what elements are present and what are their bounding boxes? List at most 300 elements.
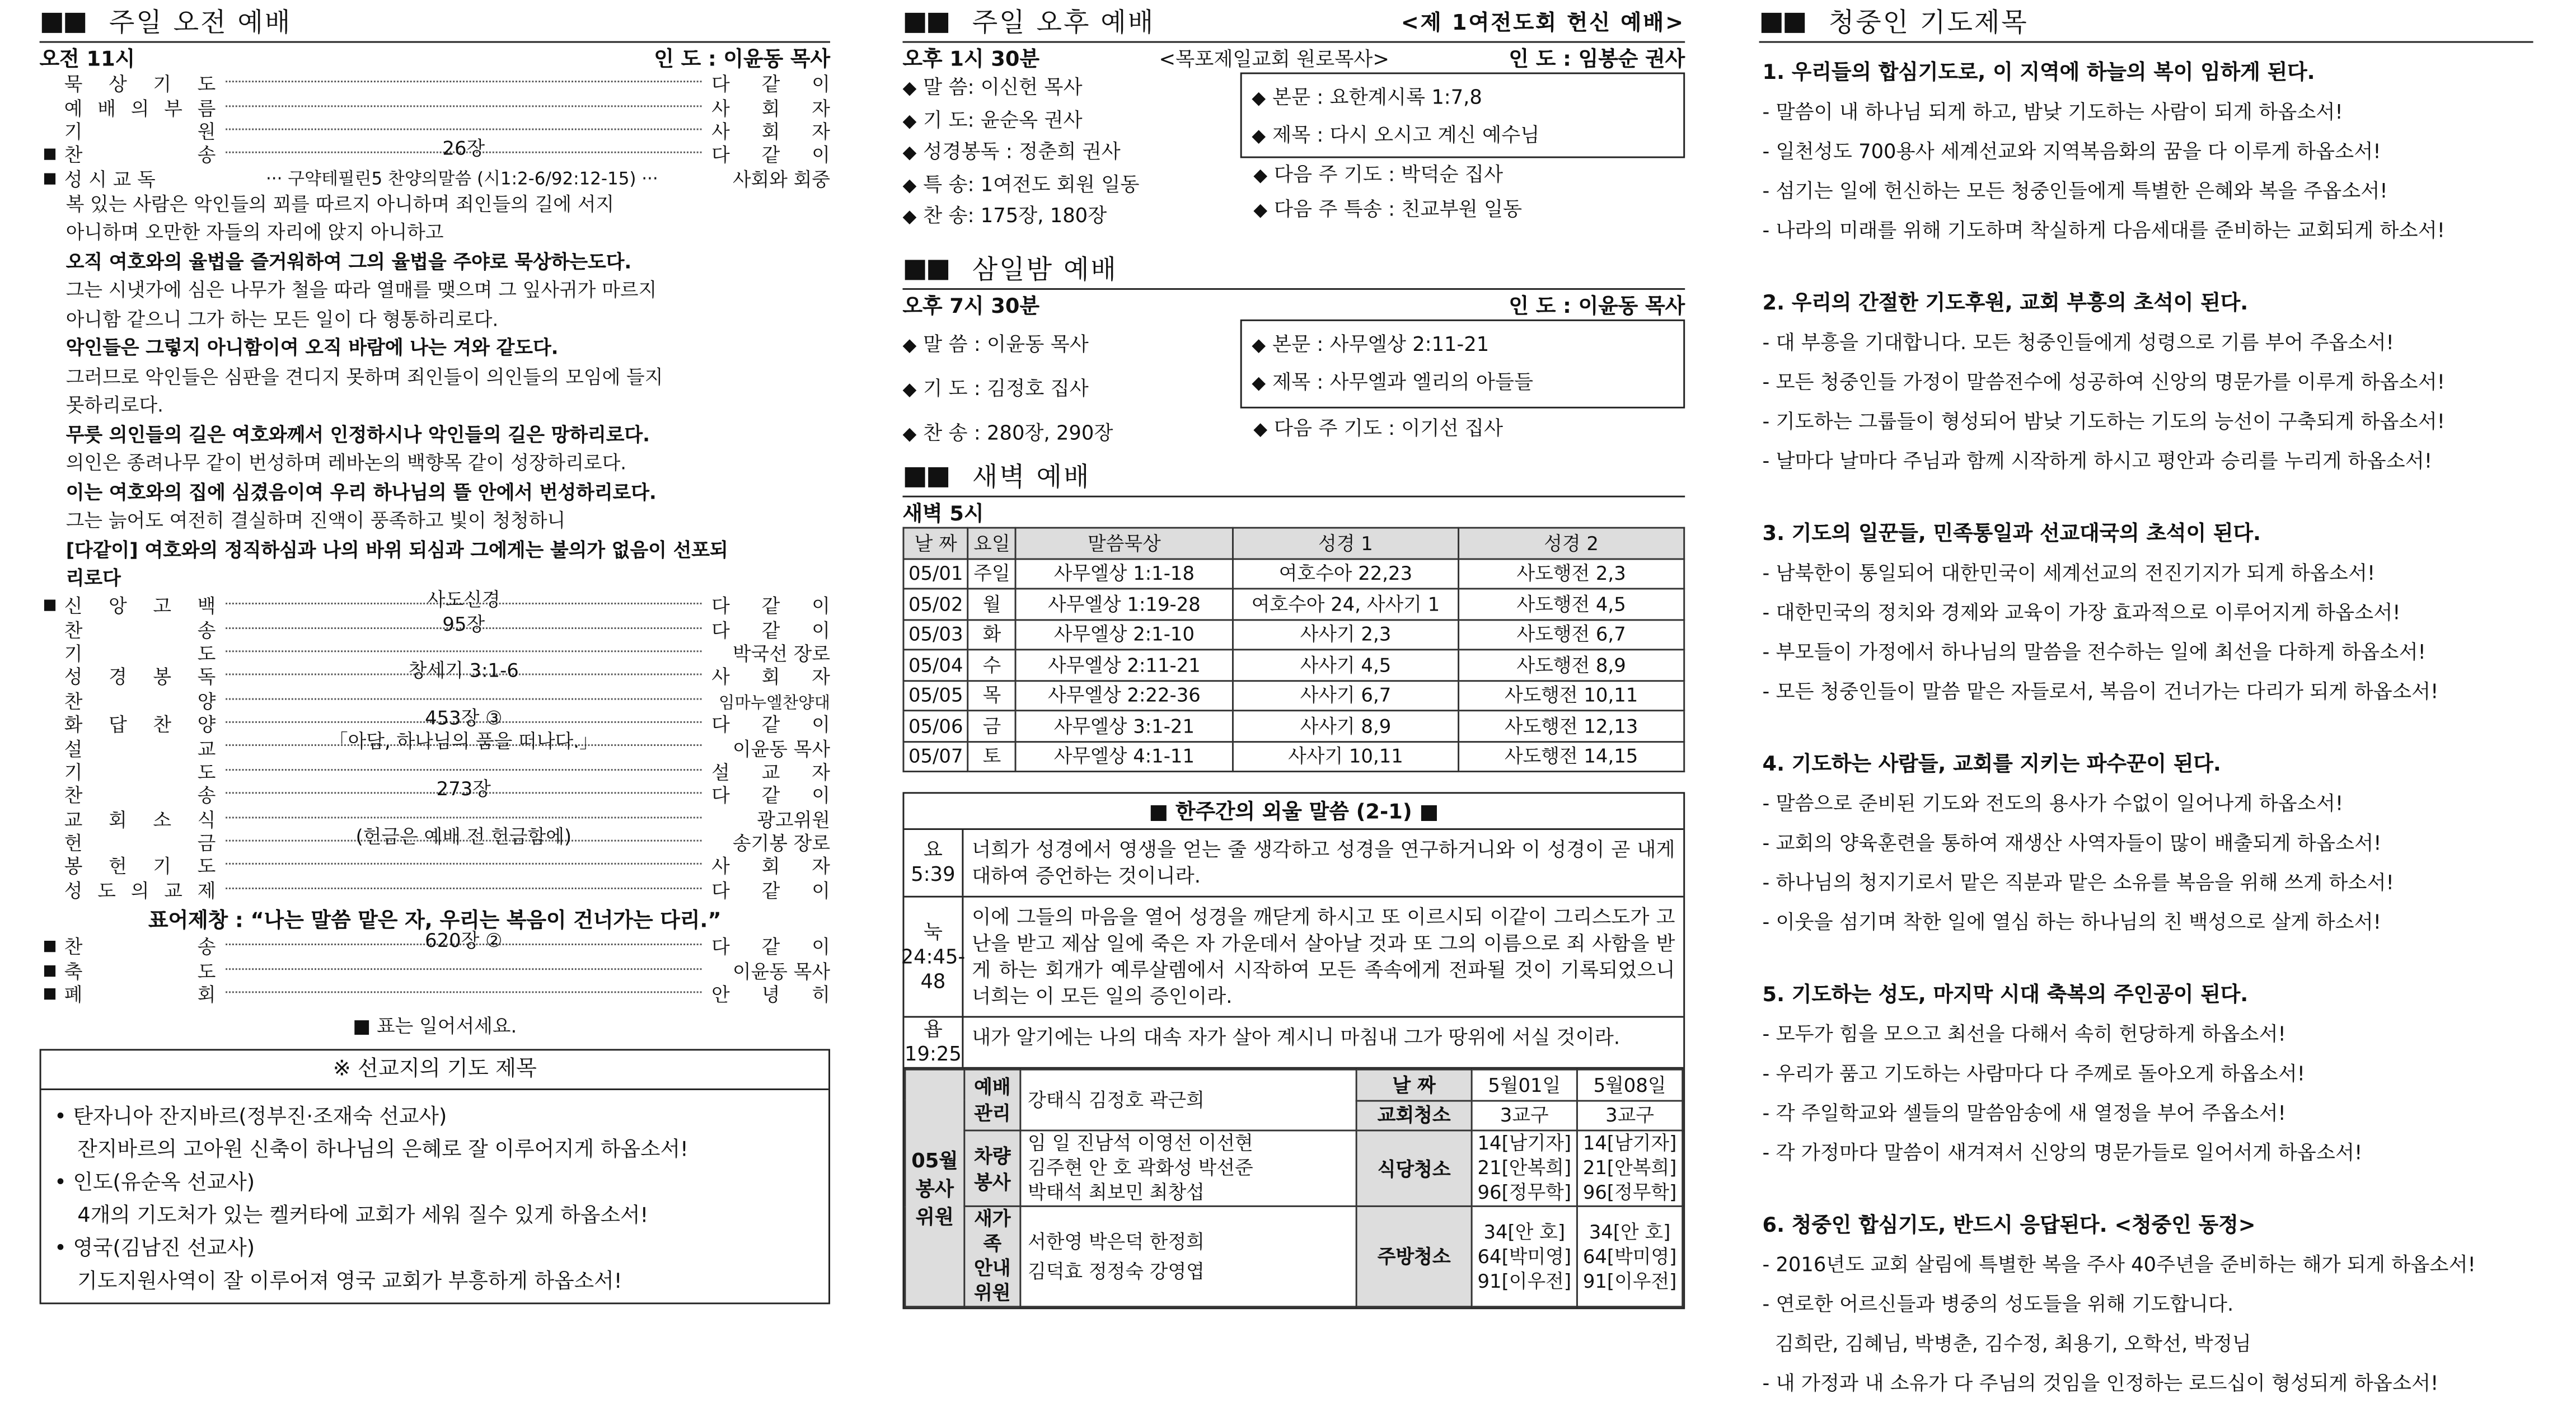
role-value: : 280장, 290장 (973, 421, 1113, 445)
dawn-cell: 사사기 2,3 (1233, 619, 1458, 649)
dawn-row (903, 680, 1684, 710)
psalm-line: 못하리로다. (65, 394, 163, 417)
order-item-content: 26장 (442, 137, 485, 161)
role-key: 다음 주 기도 (1273, 416, 1389, 440)
dawn-col-header: 성경 2 (1458, 528, 1684, 558)
afternoon-roles (902, 72, 1240, 237)
dawn-cell: 사사기 10,11 (1233, 741, 1458, 771)
order-list-3 (40, 929, 831, 1006)
afternoon-next (1240, 158, 1685, 227)
order-item-name: 성 도 의 교 제 (64, 879, 216, 903)
role-key: 기 도 (923, 377, 974, 401)
leader-dots (226, 777, 701, 801)
dawn-cell: 여호수아 22,23 (1233, 559, 1458, 589)
service-car-names: 임 일 진남석 이영선 이선현 김주현 안 호 곽화성 박선준 박태석 최보민 최창섭 (1020, 1130, 1356, 1206)
diamond-icon: ◆ (902, 334, 917, 356)
gyodok-name: 성 시 교 독 (64, 167, 156, 191)
service-worship-names: 강태식 김정호 곽근희 (1020, 1069, 1356, 1130)
youth-prayer-item: - 각 주일학교와 셀들의 말씀암송에 새 열정을 부어 주옵소서! (1762, 1101, 2286, 1125)
dawn-col-header: 날 짜 (903, 528, 968, 558)
order-row (43, 825, 831, 855)
psalm-line: 리로다 (65, 567, 121, 590)
stand-note: ■ 표는 일어서세요. (353, 1015, 517, 1038)
service-church-1: 3교구 (1472, 1100, 1577, 1130)
order-item-by: 이윤동 목사 (732, 959, 831, 983)
order-item-name: 찬 송 (64, 144, 216, 167)
order-item-by: 다 같 이 (711, 144, 830, 167)
morning-leader: 인 도 : 이윤동 목사 (654, 46, 831, 71)
section-marker: ■■ (1759, 4, 1806, 36)
dawn-col-header: 말씀묵상 (1015, 528, 1233, 558)
verse-ref: 눅 24:45- 48 (904, 898, 963, 1016)
dawn-time-label: 새벽 5시 (902, 500, 984, 525)
order-row (43, 659, 831, 689)
role-item (902, 367, 1240, 411)
order-item-name: 기 도 (64, 642, 216, 665)
verse-text: 내가 알기에는 나의 대속 자가 살아 계시니 마침내 그가 땅위에 서실 것이라. (972, 1026, 1620, 1049)
section-marker: ■■ (902, 252, 949, 284)
order-item-by: 송기봉 장로 (732, 832, 831, 855)
youth-section-title: 3. 기도의 일꾼들, 민족통일과 선교대국의 초석이 된다. (1762, 520, 2261, 545)
section-marker: ■■ (902, 459, 949, 491)
order-row (43, 777, 831, 808)
role-key: 찬 (923, 204, 949, 228)
wednesday-roles (902, 320, 1240, 451)
section-marker: ■■ (39, 4, 86, 36)
psalm-line: 그러므로 악인들은 심판을 견디지 못하며 죄인들이 의인들의 모임에 들지 (65, 365, 663, 389)
mission-head: • 영국(김남진 선교사) (54, 1235, 255, 1260)
order-item-by: 다 같 이 (711, 879, 830, 903)
order-item-name: 예 배 의 부 름 (64, 96, 216, 120)
diamond-icon: ◆ (902, 77, 917, 99)
youth-prayer-item: - 2016년도 교회 살림에 특별한 복을 주사 40주년을 준비하는 해가 되게 하옵소서! (1762, 1253, 2476, 1277)
youth-prayer-item: - 연로한 어르신들과 병중의 성도들을 위해 기도합니다. (1762, 1292, 2234, 1316)
dawn-cell: 사도행전 10,11 (1458, 680, 1684, 710)
order-item-name: 신 앙 고 백 (64, 594, 216, 618)
youth-prayer-item: - 날마다 날마다 주님과 함께 시작하게 하시고 평안과 승리를 누리게 하옵소서! (1762, 449, 2433, 473)
order-item-by: 다 같 이 (711, 936, 830, 959)
verse-text: 너희가 성경에서 영생을 얻는 줄 생각하고 성경을 연구하거니와 이 성경이 곧 내게 대하여 증언하는 것이니라. (972, 838, 1675, 888)
service-group-worship: 예배 관리 (964, 1069, 1020, 1130)
order-row (43, 730, 831, 760)
order-item-by: 다 같 이 (711, 784, 830, 808)
mission-head: • 인도(유순옥 선교사) (54, 1169, 255, 1194)
order-item-name: 기 원 (64, 120, 216, 143)
order-list-2 (40, 588, 831, 903)
service-church-2: 3교구 (1577, 1100, 1682, 1130)
dawn-cell: 사무엘상 2:22-36 (1015, 680, 1233, 710)
role-key: 다음 주 특송 (1273, 198, 1389, 221)
dawn-cell: 사사기 8,9 (1233, 711, 1458, 741)
leader-dots (226, 816, 701, 818)
role-key: 다음 주 기도 (1273, 163, 1389, 186)
afternoon-sermon-box (1240, 72, 1685, 158)
service-table (904, 1069, 1683, 1308)
youth-prayer-item: - 모든 청중인들 가정이 말씀전수에 성공하여 신앙의 명문가를 이루게 하옵소서! (1762, 370, 2445, 394)
order-row (43, 855, 831, 879)
psalm-line: 악인들은 그렇지 아니함이여 오직 바람에 나는 겨와 같도다. (65, 336, 559, 360)
order-item-content: 사도신경 (427, 588, 500, 612)
leader-dots (226, 968, 701, 969)
order-item-content: 95장 (442, 612, 485, 635)
service-kitchen-2: 34[안 호] 64[박미영] 91[이우전] (1577, 1206, 1682, 1306)
order-row (43, 929, 831, 959)
order-item-name: 교 회 소 식 (64, 808, 216, 831)
dawn-cell: 사도행전 4,5 (1458, 589, 1684, 619)
role-key: 특 (923, 172, 949, 195)
youth-prayer-item: - 말씀으로 준비된 기도와 전도의 용사가 수없이 일어나게 하옵소서! (1762, 792, 2344, 815)
leader-dots (226, 769, 701, 771)
role-value: 씀: 이신헌 목사 (948, 76, 1083, 99)
psalm-line: 무릇 의인들의 길은 여호와께서 인정하시나 악인들의 길은 망하리로다. (65, 423, 650, 447)
dawn-cell: 사무엘상 1:1-18 (1015, 559, 1233, 589)
dawn-row (903, 650, 1684, 680)
dawn-col-header: 요일 (968, 528, 1016, 558)
missionary-list (41, 1091, 829, 1298)
youth-section-title: 5. 기도하는 성도, 마지막 시대 축복의 주인공이 된다. (1762, 981, 2249, 1006)
dawn-cell: 목 (968, 680, 1016, 710)
dawn-title: 새벽 예배 (972, 461, 1091, 492)
role-item (1253, 193, 1685, 227)
order-item-by: 다 같 이 (711, 713, 830, 736)
dawn-cell: 주일 (968, 559, 1016, 589)
leader-dots (226, 698, 701, 700)
dawn-table (902, 527, 1685, 772)
dawn-cell: 사도행전 12,13 (1458, 711, 1684, 741)
role-value: : 박덕순 집사 (1388, 163, 1504, 186)
order-item-name: 묵 상 기 도 (64, 73, 216, 96)
wednesday-header (902, 247, 1685, 290)
leader-dots (226, 137, 701, 161)
dawn-cell: 사사기 4,5 (1233, 650, 1458, 680)
service-dining-2: 14[남기자] 21[안복희] 96[정무학] (1577, 1130, 1682, 1206)
dawn-cell: 토 (968, 741, 1016, 771)
motto: 표어제창 : “나는 말씀 맡은 자, 우리는 복음이 건너가는 다리.” (148, 907, 722, 932)
leader-dots (226, 81, 701, 83)
service-month: 05월 봉사 위원 (905, 1069, 964, 1307)
order-item-name: 설 교 (64, 736, 216, 760)
dawn-table-header (903, 528, 1684, 558)
role-item (1252, 364, 1673, 402)
youth-section-title: 4. 기도하는 사람들, 교회를 지키는 파수꾼이 된다. (1762, 750, 2221, 776)
psalm-line: 의인은 종려나무 같이 번성하며 레바논의 백향목 같이 성장하리로다. (65, 452, 627, 475)
youth-prayer-item: - 내 가정과 내 소유가 다 주님의 것임을 인정하는 로드십이 형성되게 하옵소서! (1762, 1372, 2439, 1395)
verse-row (904, 1017, 1683, 1068)
memory-title: ■ 한주간의 외울 말씀 (2-1) ■ (904, 794, 1683, 830)
diamond-icon: ◆ (1253, 199, 1268, 221)
order-row (43, 96, 831, 120)
psalm-line: [다같이] 여호와의 정직하심과 나의 바위 되심과 그에게는 불의가 없음이 선포되 (65, 538, 728, 562)
role-key: 본문 (1272, 332, 1317, 356)
order-item-by: 다 같 이 (711, 594, 830, 618)
verse-row (901, 898, 1683, 1018)
leader-dots (226, 588, 701, 612)
order-item-name: 찬 양 (64, 689, 216, 713)
afternoon-time-row (902, 43, 1685, 73)
leader-dots (226, 612, 701, 635)
order-item-by: 사 회 자 (711, 665, 830, 689)
youth-prayer-item: - 이웃을 섬기며 착한 일에 열심 하는 하나님의 친 백성으로 살게 하소서! (1762, 911, 2381, 934)
verse-ref: 요 5:39 (904, 830, 963, 896)
role-key: 찬 송 (923, 421, 974, 445)
order-item-by: 안 녕 히 (711, 983, 830, 1006)
diamond-icon: ◆ (902, 423, 917, 445)
dawn-cell: 수 (968, 650, 1016, 680)
role-value: : 친교부원 일동 (1388, 198, 1523, 221)
wednesday-leader: 인 도 : 이윤동 목사 (1509, 293, 1685, 318)
order-item-content: (헌금은 예배 전 헌금함에) (355, 825, 572, 848)
verse-text: 이에 그들의 마음을 열어 성경을 깨닫게 하시고 또 이르시되 이같이 그리스도가 고난을 받고 제삼 일에 죽은 자 가운데서 살아날 것과 또 그의 이름으로 죄 사함을 받게 하는 회개가 예루살렘에서 시작하여 모든 족속에게 전파될 것이 기록되었으니 너희는 이 모든 일의 증인이라. (972, 905, 1675, 1008)
dawn-header (902, 454, 1685, 498)
order-item-by: 설 교 자 (711, 761, 830, 784)
dawn-row (903, 741, 1684, 771)
psalm-line: 아니하며 오만한 자들의 자리에 앉지 아니하고 (65, 221, 444, 245)
psalm-reading (40, 191, 830, 594)
dawn-cell: 사도행전 6,7 (1458, 619, 1684, 649)
youth-prayer-item: - 우리가 품고 기도하는 사람마다 다 주께로 돌아오게 하옵소서! (1762, 1062, 2305, 1086)
youth-column (1759, 0, 2533, 1395)
mission-body: 잔지바르의 고아원 신축이 하나님의 은혜로 잘 이루어지게 하옵소서! (77, 1136, 689, 1162)
dawn-cell: 화 (968, 619, 1016, 649)
role-value: 송: 1여전도 회원 일동 (948, 172, 1140, 195)
wednesday-time-row (902, 290, 1685, 320)
youth-prayer-item: - 말씀이 내 하나님 되게 하고, 밤낮 기도하는 사람이 되게 하옵소서! (1762, 100, 2343, 124)
order-item-by: 사 회 자 (711, 120, 830, 143)
dawn-row (903, 619, 1684, 649)
order-row (43, 879, 831, 902)
diamond-icon: ◆ (902, 109, 917, 131)
leader-dots (226, 864, 701, 865)
order-item-content: 620장 ② (425, 929, 503, 952)
order-item-name: 성 경 봉 독 (64, 665, 216, 689)
order-row (43, 983, 831, 1006)
service-dining-1: 14[남기자] 21[안복희] 96[정무학] (1472, 1130, 1577, 1206)
verse-ref: 욥 19:25 (904, 1017, 963, 1067)
role-key: 본문 (1272, 86, 1317, 109)
dawn-cell: 사무엘상 3:1-21 (1015, 711, 1233, 741)
role-value: : 정춘희 권사 (1005, 140, 1121, 163)
order-row (43, 612, 831, 642)
order-item-name: 찬 송 (64, 784, 216, 808)
role-value: : 김정호 집사 (973, 377, 1089, 401)
youth-section-title: 6. 청중인 합심기도, 반드시 응답된다. <청중인 동정> (1762, 1212, 2256, 1237)
mission-head: • 탄자니아 잔지바르(정부진·조재숙 선교사) (54, 1104, 447, 1129)
wednesday-time: 오후 7시 30분 (902, 293, 1040, 318)
diamond-icon: ◆ (1253, 165, 1268, 186)
diamond-icon: ◆ (902, 378, 917, 401)
leader-dots (226, 650, 701, 652)
stand-marker: ■ (43, 986, 57, 1003)
role-value: : 사무엘과 엘리의 아들들 (1317, 370, 1534, 394)
youth-prayer-item: - 대한민국의 정치와 경제와 교육이 가장 효과적으로 이루어지게 하옵소서! (1762, 601, 2401, 625)
wednesday-next (1240, 409, 1685, 450)
dawn-cell: 사무엘상 4:1-11 (1015, 741, 1233, 771)
role-item (902, 412, 1240, 456)
role-item (1252, 117, 1673, 155)
dawn-cell: 05/05 (903, 680, 968, 710)
order-item-content: 273장 (436, 777, 491, 801)
youth-section-title: 1. 우리들의 합심기도로, 이 지역에 하늘의 복이 임하게 된다. (1762, 59, 2315, 85)
afternoon-column (902, 0, 1685, 1342)
role-value: : 다시 오시고 계신 예수님 (1317, 123, 1540, 147)
order-item-by: 사 회 자 (711, 855, 830, 879)
youth-section-title: 2. 우리의 간절한 기도후원, 교회 부흥의 초석이 된다. (1762, 289, 2249, 315)
role-item (902, 72, 1240, 104)
order-item-name: 헌 금 (64, 832, 216, 855)
order-row (43, 137, 831, 167)
morning-header (40, 0, 830, 43)
morning-title: 주일 오전 예배 (109, 6, 292, 38)
service-newfamily-names: 서한영 박은덕 한정희 김덕효 정정숙 강영엽 (1020, 1206, 1356, 1306)
psalm-line: 오직 여호와의 율법을 즐거워하여 그의 율법을 주야로 묵상하는도다. (65, 250, 632, 274)
dawn-cell: 사무엘상 2:11-21 (1015, 650, 1233, 680)
missionary-title: ※ 선교지의 기도 제목 (41, 1051, 829, 1091)
order-item-by: 다 같 이 (711, 73, 830, 96)
youth-prayer-item: - 나라의 미래를 위해 기도하며 착실하게 다음세대를 준비하는 교회되게 하소서! (1762, 219, 2445, 242)
role-item (902, 201, 1240, 233)
leader-dots (226, 888, 701, 889)
order-item-content: 「아담, 하나님의 품을 떠나다.」 (329, 730, 598, 754)
diamond-icon: ◆ (902, 142, 917, 163)
youth-header (1759, 0, 2533, 43)
service-kitchen-1: 34[안 호] 64[박미영] 91[이우전] (1472, 1206, 1577, 1306)
order-row (43, 959, 831, 983)
dawn-cell: 사도행전 14,15 (1458, 741, 1684, 771)
youth-prayer-item: - 기도하는 그룹들이 형성되어 밤낮 기도하는 기도의 능선이 구축되게 하옵소서! (1762, 410, 2445, 433)
diamond-icon: ◆ (902, 173, 917, 195)
afternoon-leader: 인 도 : 임봉순 권사 (1509, 46, 1685, 71)
dawn-col-header: 성경 1 (1233, 528, 1458, 558)
diamond-icon: ◆ (1252, 87, 1266, 109)
role-key: 제목 (1272, 370, 1317, 394)
dawn-cell: 사무엘상 2:1-10 (1015, 619, 1233, 649)
role-item (1252, 326, 1673, 364)
morning-time: 오전 11시 (39, 46, 135, 71)
youth-prayer-item: - 남북한이 통일되어 대한민국이 세계선교의 전진기지가 되게 하옵소서! (1762, 561, 2376, 585)
role-value: : 사무엘상 2:11-21 (1317, 332, 1490, 356)
afternoon-subtitle: <제 1여전도회 헌신 예배> (1401, 11, 1685, 36)
order-item-by: 이윤동 목사 (732, 736, 831, 760)
memory-verse-box (902, 792, 1685, 1309)
dawn-cell: 05/04 (903, 650, 968, 680)
dawn-row (903, 559, 1684, 589)
youth-prayer-item: - 모든 청중인들이 말씀 맡은 자들로서, 복음이 건너가는 다리가 되게 하옵소서! (1762, 680, 2439, 703)
section-marker: ■■ (902, 4, 949, 36)
dawn-cell: 사무엘상 1:19-28 (1015, 589, 1233, 619)
diamond-icon: ◆ (1253, 418, 1268, 440)
leader-dots (226, 128, 701, 130)
role-value: : 이기선 집사 (1388, 416, 1504, 440)
stand-marker: ■ (43, 147, 57, 164)
leader-dots (226, 825, 701, 848)
order-item-name: 기 도 (64, 761, 216, 784)
dawn-cell: 사도행전 2,3 (1458, 559, 1684, 589)
youth-prayer-item: - 부모들이 가정에서 하나님의 말씀을 전수하는 일에 최선을 다하게 하옵소서! (1762, 640, 2426, 664)
memory-verses (901, 830, 1683, 1069)
order-item-name: 화 답 찬 양 (64, 713, 216, 736)
role-item (1253, 409, 1685, 450)
leader-dots (226, 659, 701, 683)
afternoon-time: 오후 1시 30분 (902, 46, 1040, 71)
youth-prayer-item: - 모두가 힘을 모으고 최선을 다해서 속히 헌당하게 하옵소서! (1762, 1022, 2286, 1046)
youth-prayer-item: - 각 가정마다 말씀이 새겨져서 신앙의 명문가들로 일어서게 하옵소서! (1762, 1141, 2363, 1165)
dawn-cell: 05/03 (903, 619, 968, 649)
dawn-row (903, 589, 1684, 619)
role-item (1252, 79, 1673, 117)
order-item-by: 임마누엘찬양대 (719, 695, 831, 714)
youth-prayer-list (1759, 53, 2533, 1403)
dawn-cell: 05/07 (903, 741, 968, 771)
leader-dots (226, 991, 701, 993)
youth-prayer-item: - 하나님의 청지기로서 맡은 직분과 맡은 소유를 복음을 위해 쓰게 하소서! (1762, 871, 2394, 894)
gyodok-content: ··· 구약테필린5 찬양의말씀 (시1:2-6/92:12-15) ··· (265, 170, 658, 190)
order-item-by: 광고위원 (757, 808, 831, 831)
role-key: 말 씀 (923, 332, 974, 356)
role-value: 도: 윤순옥 권사 (948, 107, 1083, 131)
role-value: 송: 175장, 180장 (948, 204, 1107, 228)
order-item-content: 창세기 3:1-6 (408, 659, 519, 683)
order-item-name: 찬 송 (64, 618, 216, 642)
stand-marker: ■ (43, 598, 57, 614)
stand-marker: ■ (43, 939, 57, 956)
service-group-newfamily: 새가족 안내 위원 (964, 1206, 1020, 1306)
order-item-name: 폐 회 (64, 983, 216, 1006)
youth-title: 청중인 기도제목 (1828, 6, 2029, 38)
missionary-box (40, 1049, 830, 1305)
diamond-icon: ◆ (1252, 125, 1266, 147)
dawn-row (903, 711, 1684, 741)
role-value: : 이윤동 목사 (973, 332, 1089, 356)
morning-time-row (40, 43, 830, 73)
wednesday-sermon-box (1240, 320, 1685, 409)
role-value: : 요한계시록 1:7,8 (1317, 86, 1482, 109)
leader-dots (226, 105, 701, 106)
youth-prayer-item: - 섬기는 일에 헌신하는 모든 청중인들에게 특별한 은혜와 복을 주옵소서! (1762, 179, 2388, 203)
youth-prayer-item: - 대 부흥을 기대합니다. 모든 청중인들에게 성령으로 기름 부어 주옵소서! (1762, 331, 2394, 354)
dawn-cell: 사도행전 8,9 (1458, 650, 1684, 680)
wednesday-body (902, 320, 1685, 451)
role-key: 말 (923, 76, 949, 99)
afternoon-header (902, 0, 1685, 43)
mission-body: 기도지원사역이 잘 이루어져 영국 교회가 부흥하게 하옵소서! (77, 1268, 622, 1293)
order-row (43, 72, 831, 96)
psalm-line: 아니함 같으니 그가 하는 모든 일이 다 형통하리로다. (65, 308, 499, 331)
psalm-line: 그는 시냇가에 심은 나무가 철을 따라 열매를 맺으며 그 잎사귀가 마르지 (65, 279, 657, 302)
stand-marker: ■ (43, 963, 57, 979)
role-item (902, 105, 1240, 137)
youth-prayer-item: 김희란, 김혜님, 박병춘, 김수정, 최용기, 오학선, 박정님 (1762, 1332, 2251, 1355)
psalm-line: 이는 여호와의 집에 심겼음이여 우리 하나님의 뜰 안에서 번성하리로다. (65, 481, 657, 504)
dawn-cell: 05/06 (903, 711, 968, 741)
role-key: 기 (923, 107, 949, 131)
morning-column (40, 0, 830, 1342)
psalm-line: 그는 늙어도 여전히 결실하며 진액이 풍족하고 빛이 청청하니 (65, 509, 566, 533)
order-item-content: 453장 ③ (425, 706, 503, 730)
afternoon-body (902, 72, 1685, 237)
leader-dots (226, 929, 701, 952)
service-kitchen-header: 주방청소 (1356, 1206, 1472, 1306)
role-item (902, 169, 1240, 201)
order-item-name: 찬 송 (64, 936, 216, 959)
role-item (902, 323, 1240, 367)
dawn-cell: 여호수아 24, 사사기 1 (1233, 589, 1458, 619)
service-church-header: 교회청소 (1356, 1100, 1472, 1130)
service-dining-header: 식당청소 (1356, 1130, 1472, 1206)
mission-body: 4개의 기도처가 있는 켈커타에 교회가 세워 질수 있게 하옵소서! (77, 1202, 649, 1227)
dawn-cell: 금 (968, 711, 1016, 741)
role-item (1253, 158, 1685, 193)
order-list-1 (40, 72, 830, 167)
